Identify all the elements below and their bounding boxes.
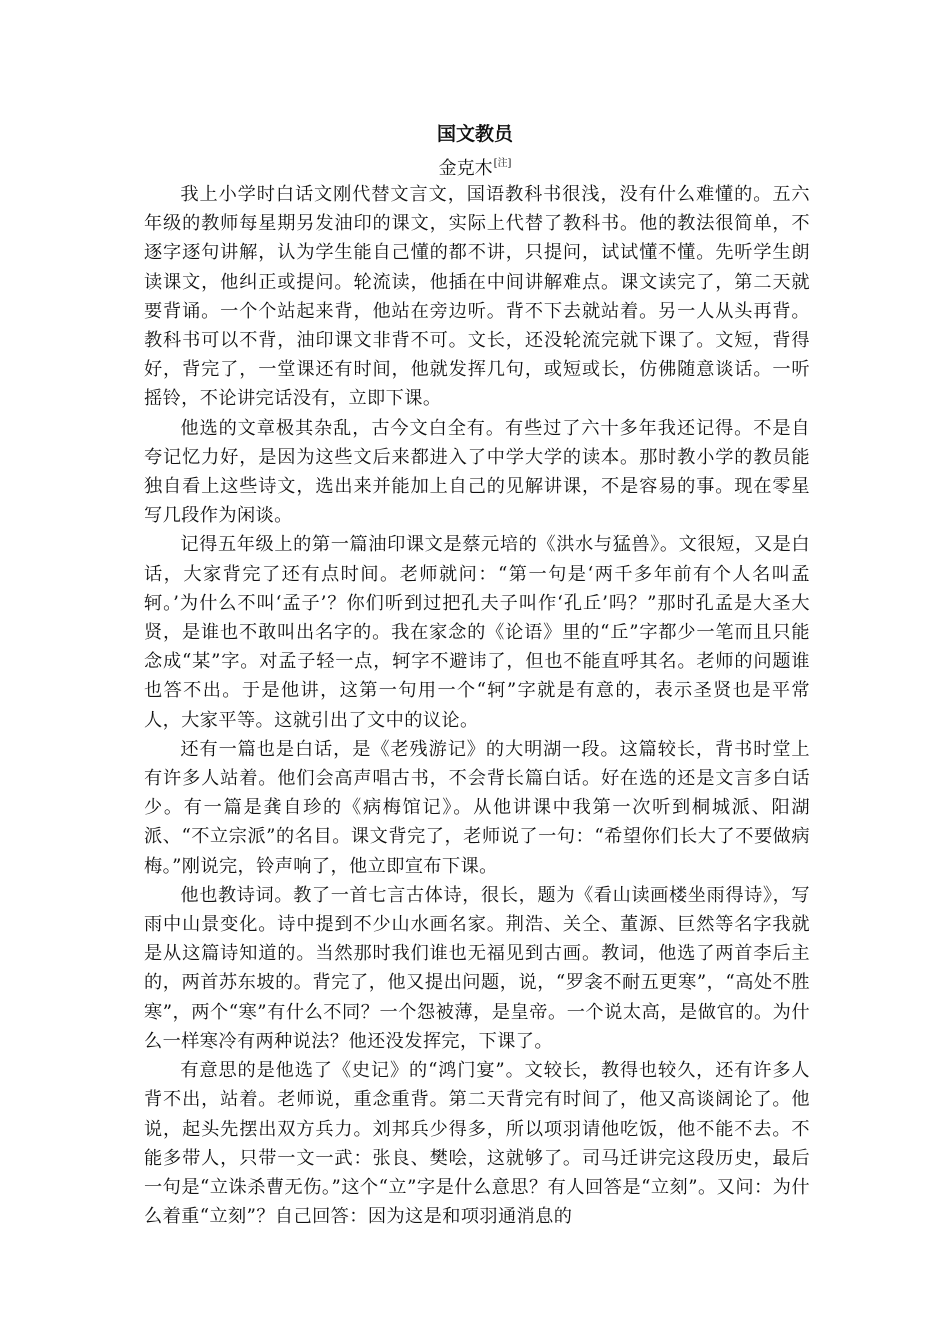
paragraph: 有意思的是他选了《史记》的“鸿门宴”。文较长，教得也较久，还有许多人背不出，站着。老师说，重念重背。第二天背完有时间了，他又高谈阔论了。他说，起头先摆出双方兵力。刘邦兵少得多，所以项羽请他吃饭，他不能不去。不能多带人，只带一文一武：张良、樊哙，这就够了。司马迁讲完这段历史，最后一句是“立诛杀曹无伤。”这个“立”字是什么意思？有人回答是“立刻”。又问：为什么着重“立刻”？自己回答：因为这是和项羽通消息的	[144, 1060, 810, 1228]
paragraph: 记得五年级上的第一篇油印课文是蔡元培的《洪水与猛兽》。文很短，又是白话，大家背完了还有点时间。老师就问：“第一句是‘两千多年前有个人名叫孟轲。’为什么不叫‘孟子’？你们听到过把孔夫子叫作‘孔丘’吗？”那时孔孟是大圣大贤，是谁也不敢叫出名字的。我在家念的《论语》里的“丘”字都少一笔而且只能念成“某”字。对孟子轻一点，轲字不避讳了，但也不能直呼其名。老师的问题谁也答不出。于是他讲，这第一句用一个“轲”字就是有意的，表示圣贤也是平常人，大家平等。这就引出了文中的议论。	[144, 534, 810, 731]
article-title: 国文教员	[436, 123, 513, 145]
author-line	[0, 150, 950, 183]
paragraph: 我上小学时白话文刚代替文言文，国语教科书很浅，没有什么难懂的。五六年级的教师每星期另发油印的课文，实际上代替了教科书。他的教法很简单，不逐字逐句讲解，认为学生能自己懂的都不讲，只提问，试试懂不懂。先听学生朗读课文，他纠正或提问。轮流读，他插在中间讲解难点。课文读完了，第二天就要背诵。一个个站起来背，他站在旁边听。背不下去就站着。另一人从头再背。教科书可以不背，油印课文非背不可。文长，还没轮流完就下课了。文短，背得好，背完了，一堂课还有时间，他就发挥几句，或短或长，仿佛随意谈话。一听摇铃，不论讲完话没有，立即下课。	[144, 184, 810, 410]
paragraph: 他选的文章极其杂乱，古今文白全有。有些过了六十多年我还记得。不是自夸记忆力好，是因为这些文后来都进入了中学大学的读本。那时教小学的教员能独自看上这些诗文，选出来并能加上自己的见解讲课，不是容易的事。现在零星写几段作为闲谈。	[144, 417, 810, 527]
author-footnote-marker: [注]	[493, 158, 512, 169]
author-name: 金克木	[438, 158, 493, 179]
article-body	[144, 180, 810, 1231]
paragraph: 他也教诗词。教了一首七言古体诗，很长，题为《看山读画楼坐雨得诗》，写雨中山景变化。诗中提到不少山水画名家。荆浩、关仝、董源、巨然等名字我就是从这篇诗知道的。当然那时我们谁也无福见到古画。教词，他选了两首李后主的，两首苏东坡的。背完了，他又提出问题，说，“罗衾不耐五更寒”，“高处不胜寒”，两个“寒”有什么不同？一个怨被薄，是皇帝。一个说太高，是做官的。为什么一样寒冷有两种说法？他还没发挥完，下课了。	[144, 884, 810, 1052]
paragraph: 还有一篇也是白话，是《老残游记》的大明湖一段。这篇较长，背书时堂上有许多人站着。他们会高声唱古书，不会背长篇白话。好在选的还是文言多白话少。有一篇是龚自珍的《病梅馆记》。从他讲课中我第一次听到桐城派、阳湖派、“不立宗派”的名目。课文背完了，老师说了一句：“希望你们长大了不要做病梅。”刚说完，铃声响了，他立即宣布下课。	[144, 738, 810, 877]
